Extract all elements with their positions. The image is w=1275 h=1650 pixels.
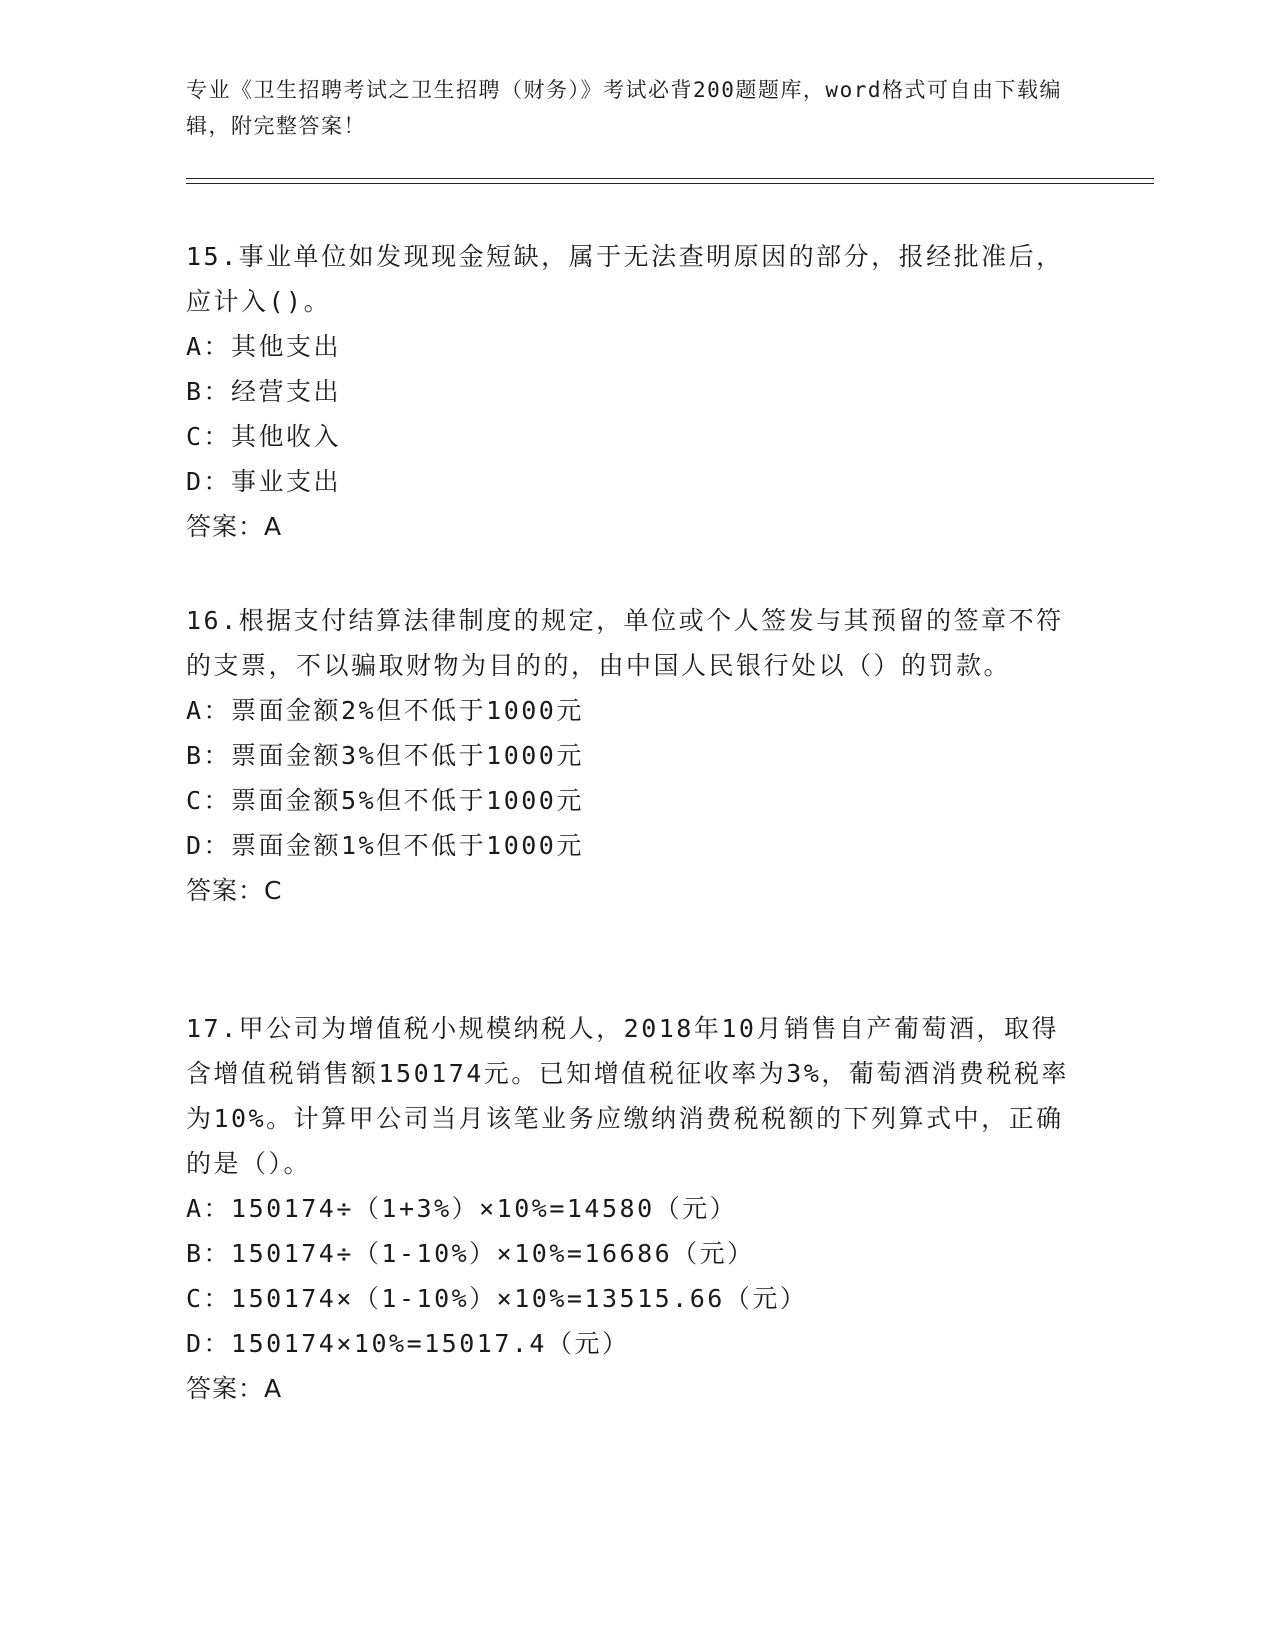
option-a: A：其他支出 [186, 332, 342, 361]
option-b: B：经营支出 [186, 377, 342, 406]
question-17 [186, 1006, 1086, 1411]
option-d: D：事业支出 [186, 467, 342, 496]
answer-label: 答案：A [186, 512, 283, 541]
option-c: C：其他收入 [186, 422, 342, 451]
option-d: D：150174×10%=15017.4（元） [186, 1329, 630, 1358]
question-16 [186, 598, 1086, 913]
answer-label: 答案：A [186, 1374, 283, 1403]
option-c: C：150174×（1-10%）×10%=13515.66（元） [186, 1284, 808, 1313]
question-15 [186, 234, 1086, 549]
option-a: A：票面金额2%但不低于1000元 [186, 696, 584, 725]
question-stem: 16.根据支付结算法律制度的规定，单位或个人签发与其预留的签章不符的支票，不以骗取财物为目的的，由中国人民银行处以（）的罚款。 [186, 606, 1064, 680]
option-a: A：150174÷（1+3%）×10%=14580（元） [186, 1194, 738, 1223]
document-header: 专业《卫生招聘考试之卫生招聘（财务）》考试必背200题题库，word格式可自由下载编辑，附完整答案！ [186, 78, 1062, 138]
header-divider-top [186, 178, 1154, 179]
option-b: B：150174÷（1-10%）×10%=16686（元） [186, 1239, 755, 1268]
option-c: C：票面金额5%但不低于1000元 [186, 786, 584, 815]
question-stem: 15.事业单位如发现现金短缺，属于无法查明原因的部分，报经批准后，应计入()。 [186, 242, 1064, 316]
question-stem: 17.甲公司为增值税小规模纳税人，2018年10月销售自产葡萄酒，取得含增值税销售额150174元。已知增值税征收率为3%，葡萄酒消费税税率为10%。计算甲公司当月该笔业务应缴纳消费税税额的下列算式中，正确的是（）。 [186, 1014, 1069, 1178]
answer-label: 答案：C [186, 876, 283, 905]
option-b: B：票面金额3%但不低于1000元 [186, 741, 584, 770]
option-d: D：票面金额1%但不低于1000元 [186, 831, 584, 860]
header-divider-bottom [186, 183, 1154, 184]
